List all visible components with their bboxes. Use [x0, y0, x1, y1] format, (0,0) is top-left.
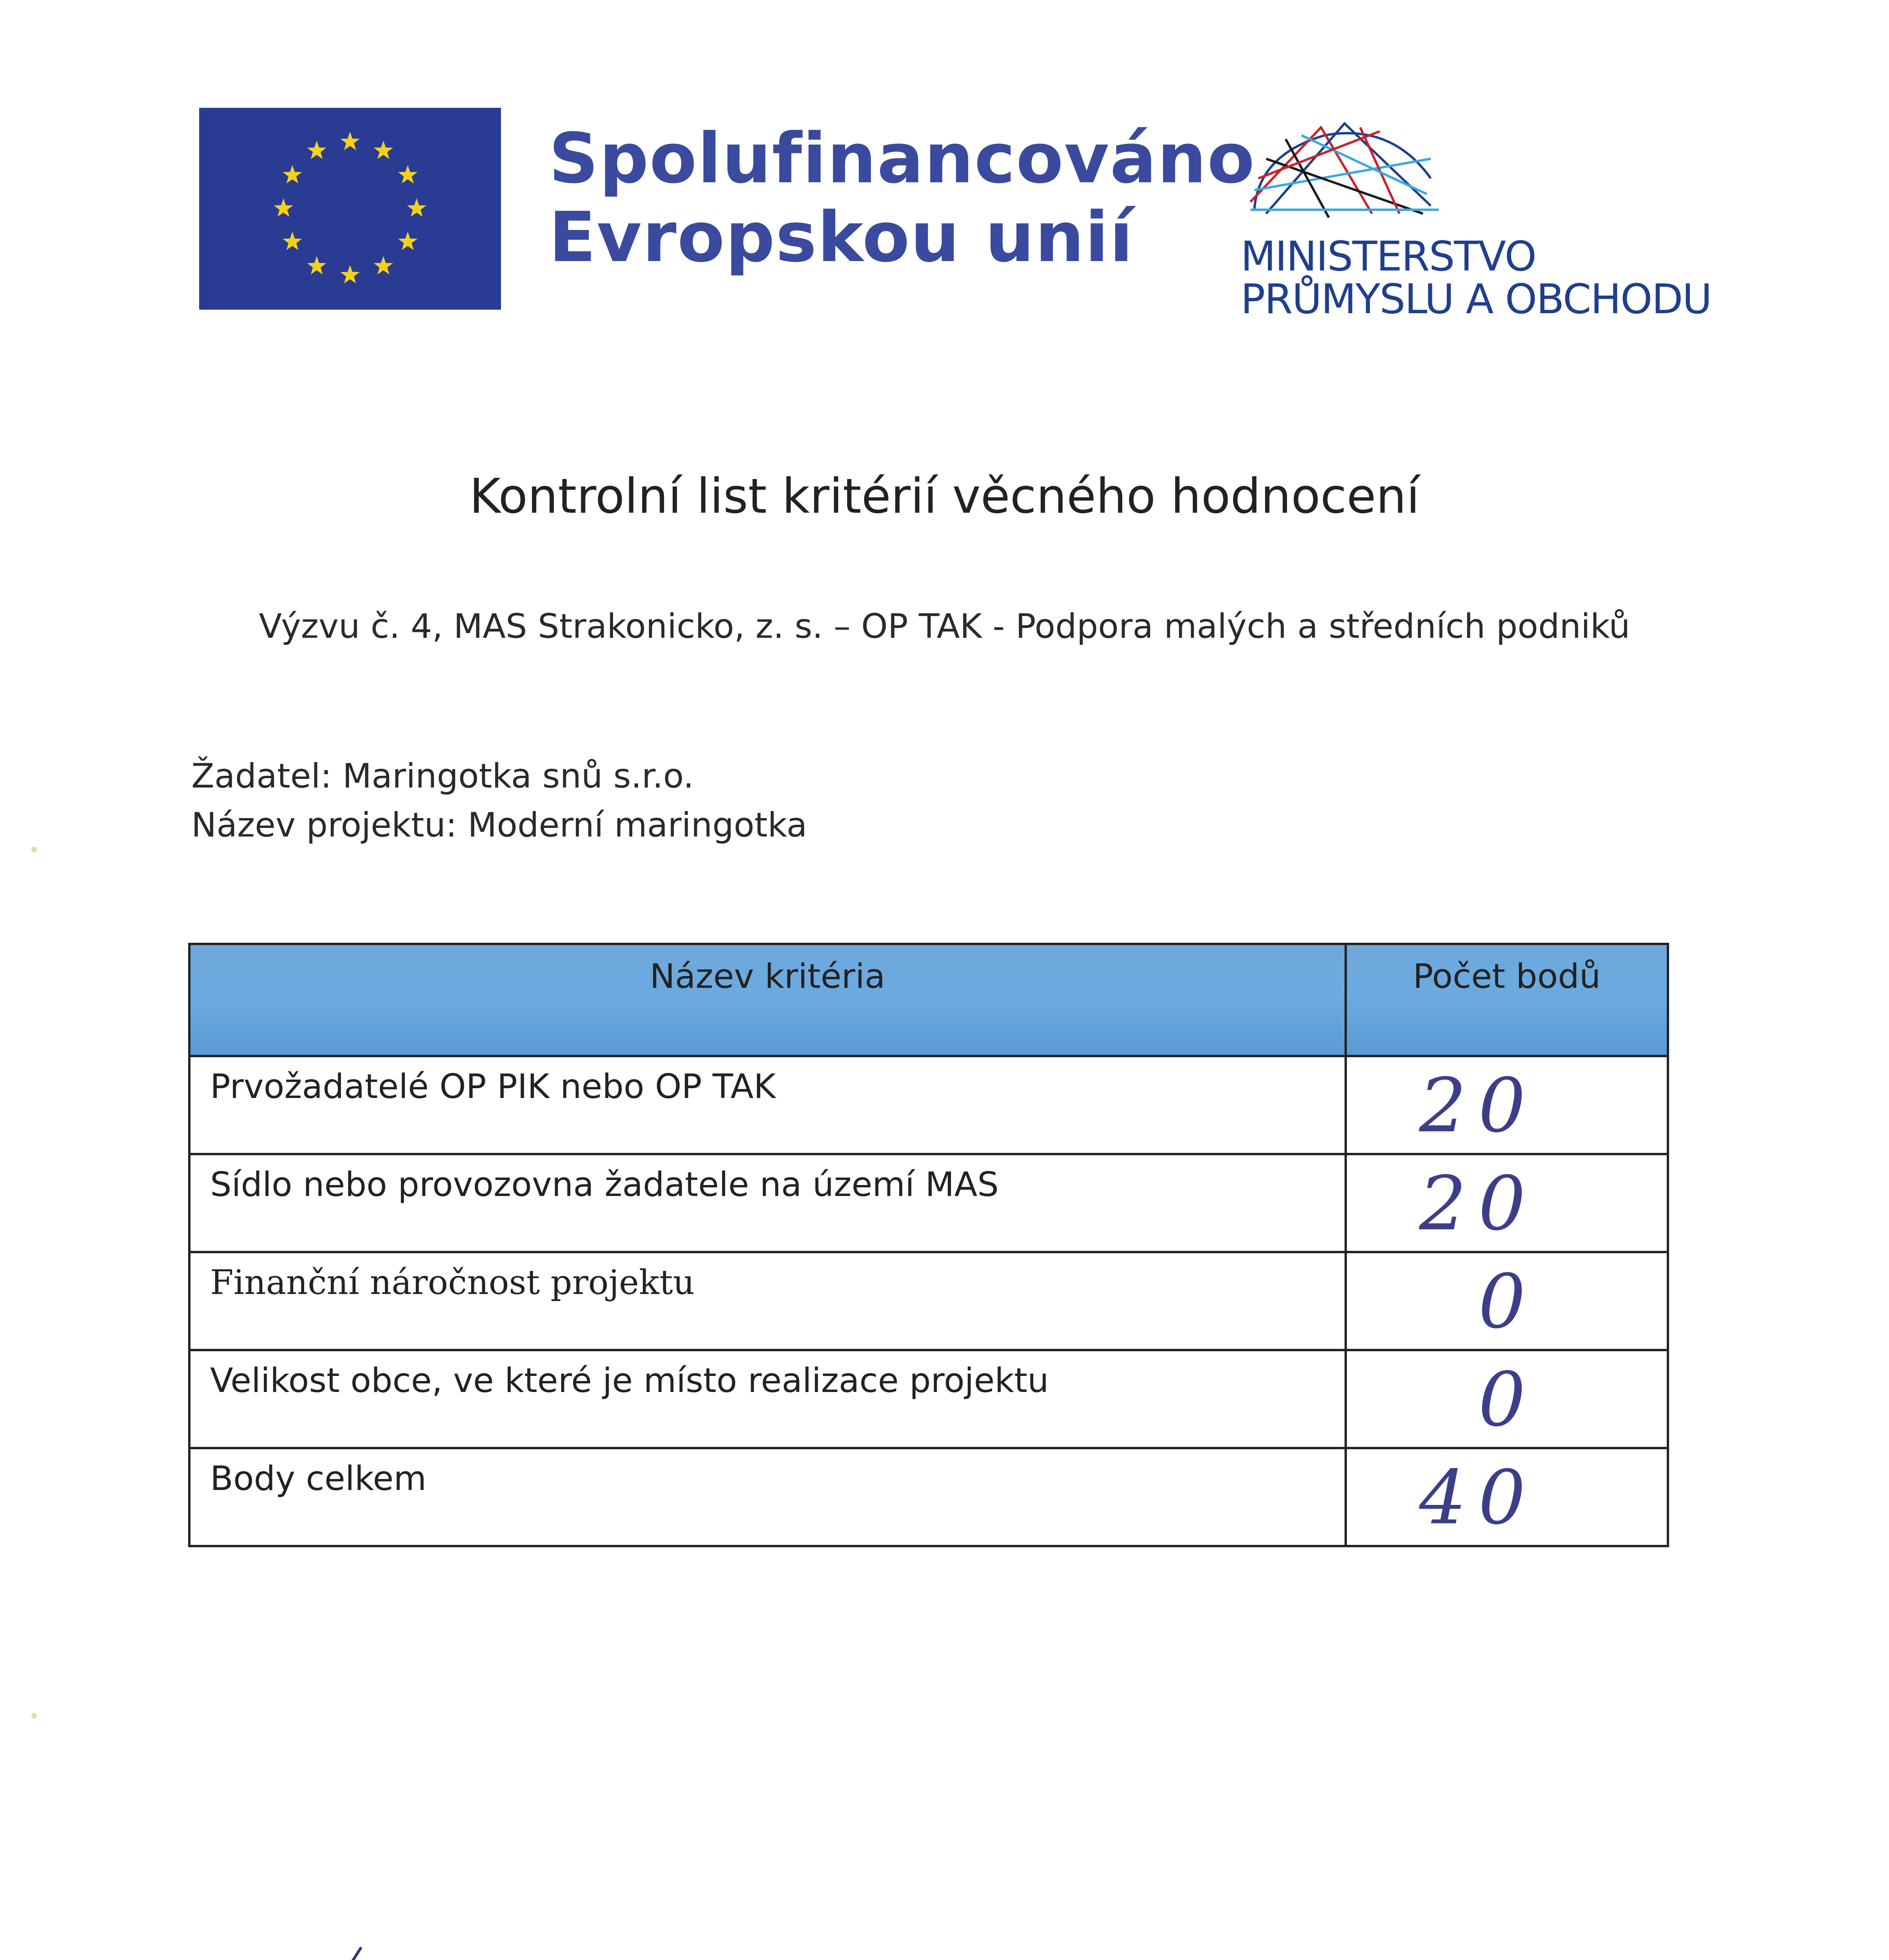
points-value: 20 [1419, 1062, 1537, 1149]
table-row [189, 1350, 1668, 1448]
ministry-globe-logo [1243, 112, 1446, 229]
eu-text-line2: Evropskou unií [549, 197, 1134, 278]
criterion-name: Body celkem [210, 1459, 426, 1498]
points-cell [1346, 1154, 1668, 1252]
eu-star-icon [340, 132, 359, 150]
criteria-table [188, 943, 1669, 1547]
points-value: 0 [1478, 1356, 1537, 1443]
eu-cofinance-text [549, 120, 1255, 277]
eu-star-icon [283, 165, 302, 183]
header-points: Počet bodů [1346, 944, 1668, 1056]
manager-handwritten-signature [196, 1940, 823, 1960]
ministry-line1: MINISTERSTVO [1241, 232, 1536, 280]
criterion-name: Velikost obce, ve které je místo realizace projektu [210, 1361, 1049, 1400]
document-title: Kontrolní list kritérií věcného hodnocení [469, 468, 1420, 524]
points-cell [1346, 1056, 1668, 1154]
criterion-cell [189, 1154, 1346, 1252]
criterion-name: Sídlo nebo provozovna žadatele na území MAS [210, 1165, 999, 1204]
points-cell [1346, 1448, 1668, 1546]
table-row-total [189, 1448, 1668, 1546]
header-criterion-name: Název kritéria [189, 944, 1346, 1056]
eu-star-icon [398, 232, 418, 250]
scan-speck [31, 1713, 37, 1719]
table-header-row [189, 944, 1668, 1056]
table-row [189, 1056, 1668, 1154]
table-row [189, 1252, 1668, 1350]
criterion-cell [189, 1252, 1346, 1350]
points-total-value: 40 [1419, 1454, 1537, 1541]
eu-star-icon [283, 232, 302, 250]
project-name-line: Název projektu: Moderní maringotka [191, 806, 807, 845]
eu-star-icon [340, 265, 359, 283]
applicant-line: Žadatel: Maringotka snů s.r.o. [191, 757, 694, 796]
scan-speck [31, 847, 37, 852]
eu-star-icon [307, 141, 326, 159]
eu-star-icon [307, 256, 326, 274]
eu-star-icon [274, 198, 293, 217]
points-cell [1346, 1350, 1668, 1448]
eu-flag-logo [199, 108, 501, 310]
eu-stars-icon [199, 108, 501, 310]
criterion-name: Prvožadatelé OP PIK nebo OP TAK [210, 1067, 776, 1106]
document-subtitle: Výzvu č. 4, MAS Strakonicko, z. s. – OP TAK - Podpora malých a středních podniků [259, 607, 1630, 646]
eu-star-icon [374, 141, 393, 159]
criterion-cell [189, 1448, 1346, 1546]
points-cell [1346, 1252, 1668, 1350]
points-value: 0 [1478, 1258, 1537, 1345]
criterion-cell [189, 1056, 1346, 1154]
points-value: 20 [1419, 1160, 1537, 1247]
ministry-line2: PRŮMYSLU A OBCHODU [1241, 275, 1711, 323]
eu-text-line1: Spolufinancováno [549, 118, 1256, 199]
criterion-name: Finanční náročnost projektu [210, 1263, 695, 1302]
criterion-cell [189, 1350, 1346, 1448]
eu-star-icon [398, 165, 418, 183]
table-row [189, 1154, 1668, 1252]
ministry-name [1241, 232, 1711, 323]
eu-star-icon [407, 198, 426, 217]
eu-star-icon [374, 256, 393, 274]
